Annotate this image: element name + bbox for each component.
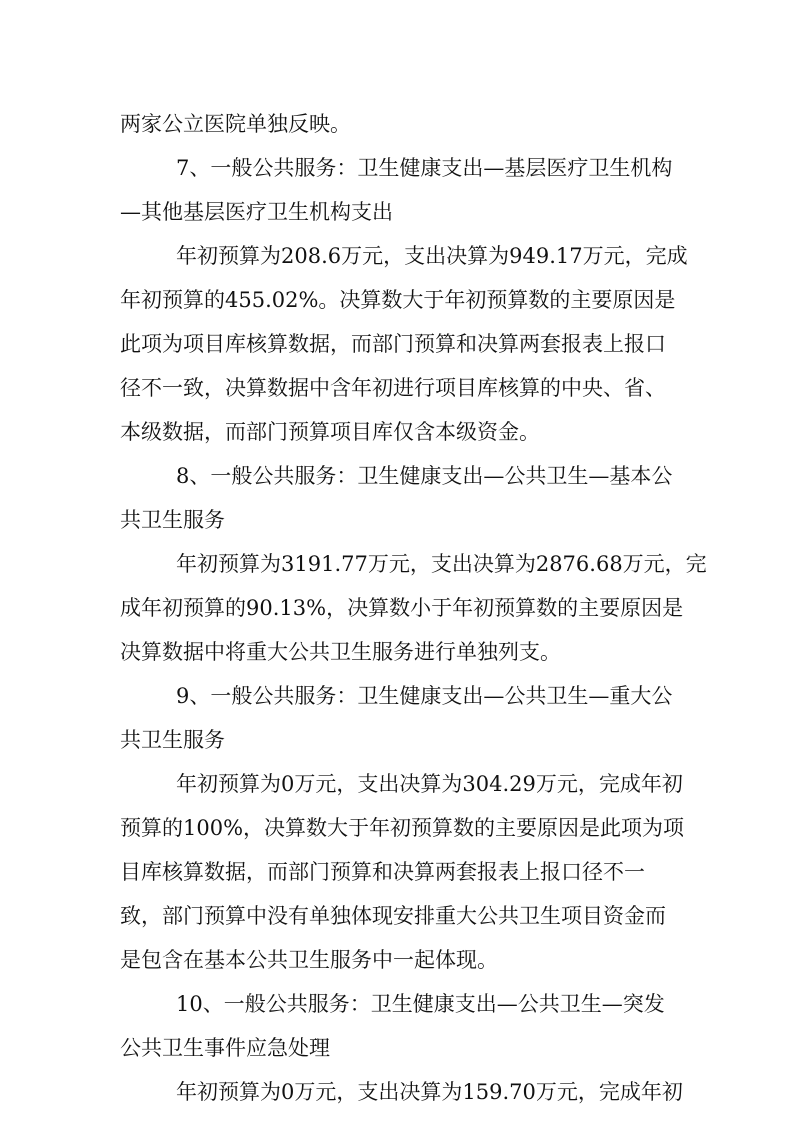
paragraph-line: 年初预算为3191.77万元，支出决算为2876.68万元，完	[176, 552, 707, 576]
section-heading-10-cont: 公共卫生事件应急处理	[120, 1036, 330, 1060]
paragraph-line: 预算的100%，决算数大于年初预算数的主要原因是此项为项	[120, 816, 685, 840]
section-heading-8: 8、一般公共服务：卫生健康支出—公共卫生—基本公	[176, 464, 673, 488]
paragraph-line: 年初预算为0万元，支出决算为159.70万元，完成年初	[176, 1080, 683, 1104]
section-heading-9: 9、一般公共服务：卫生健康支出—公共卫生—重大公	[176, 684, 673, 708]
paragraph-line: 是包含在基本公共卫生服务中一起体现。	[120, 948, 498, 972]
paragraph-line: 目库核算数据，而部门预算和决算两套报表上报口径不一	[120, 860, 645, 884]
paragraph-line: 本级数据，而部门预算项目库仅含本级资金。	[120, 420, 540, 444]
paragraph-line: 年初预算为0万元，支出决算为304.29万元，完成年初	[176, 772, 683, 796]
section-heading-7: 7、一般公共服务：卫生健康支出—基层医疗卫生机构	[176, 156, 673, 180]
section-heading-8-cont: 共卫生服务	[120, 508, 225, 532]
paragraph-line: 年初预算为208.6万元，支出决算为949.17万元，完成	[176, 244, 688, 268]
paragraph-line: 年初预算的455.02%。决算数大于年初预算数的主要原因是	[120, 288, 676, 312]
section-heading-10: 10、一般公共服务：卫生健康支出—公共卫生—突发	[176, 992, 665, 1016]
paragraph-line: 致，部门预算中没有单独体现安排重大公共卫生项目资金而	[120, 904, 666, 928]
paragraph-line: 成年初预算的90.13%，决算数小于年初预算数的主要原因是	[120, 596, 684, 620]
paragraph-line: 此项为项目库核算数据，而部门预算和决算两套报表上报口	[120, 332, 666, 356]
paragraph-line: 决算数据中将重大公共卫生服务进行单独列支。	[120, 640, 561, 664]
paragraph-line: 两家公立医院单独反映。	[120, 112, 351, 136]
section-heading-7-cont: —其他基层医疗卫生机构支出	[120, 200, 393, 224]
section-heading-9-cont: 共卫生服务	[120, 728, 225, 752]
paragraph-line: 径不一致，决算数据中含年初进行项目库核算的中央、省、	[120, 376, 666, 400]
